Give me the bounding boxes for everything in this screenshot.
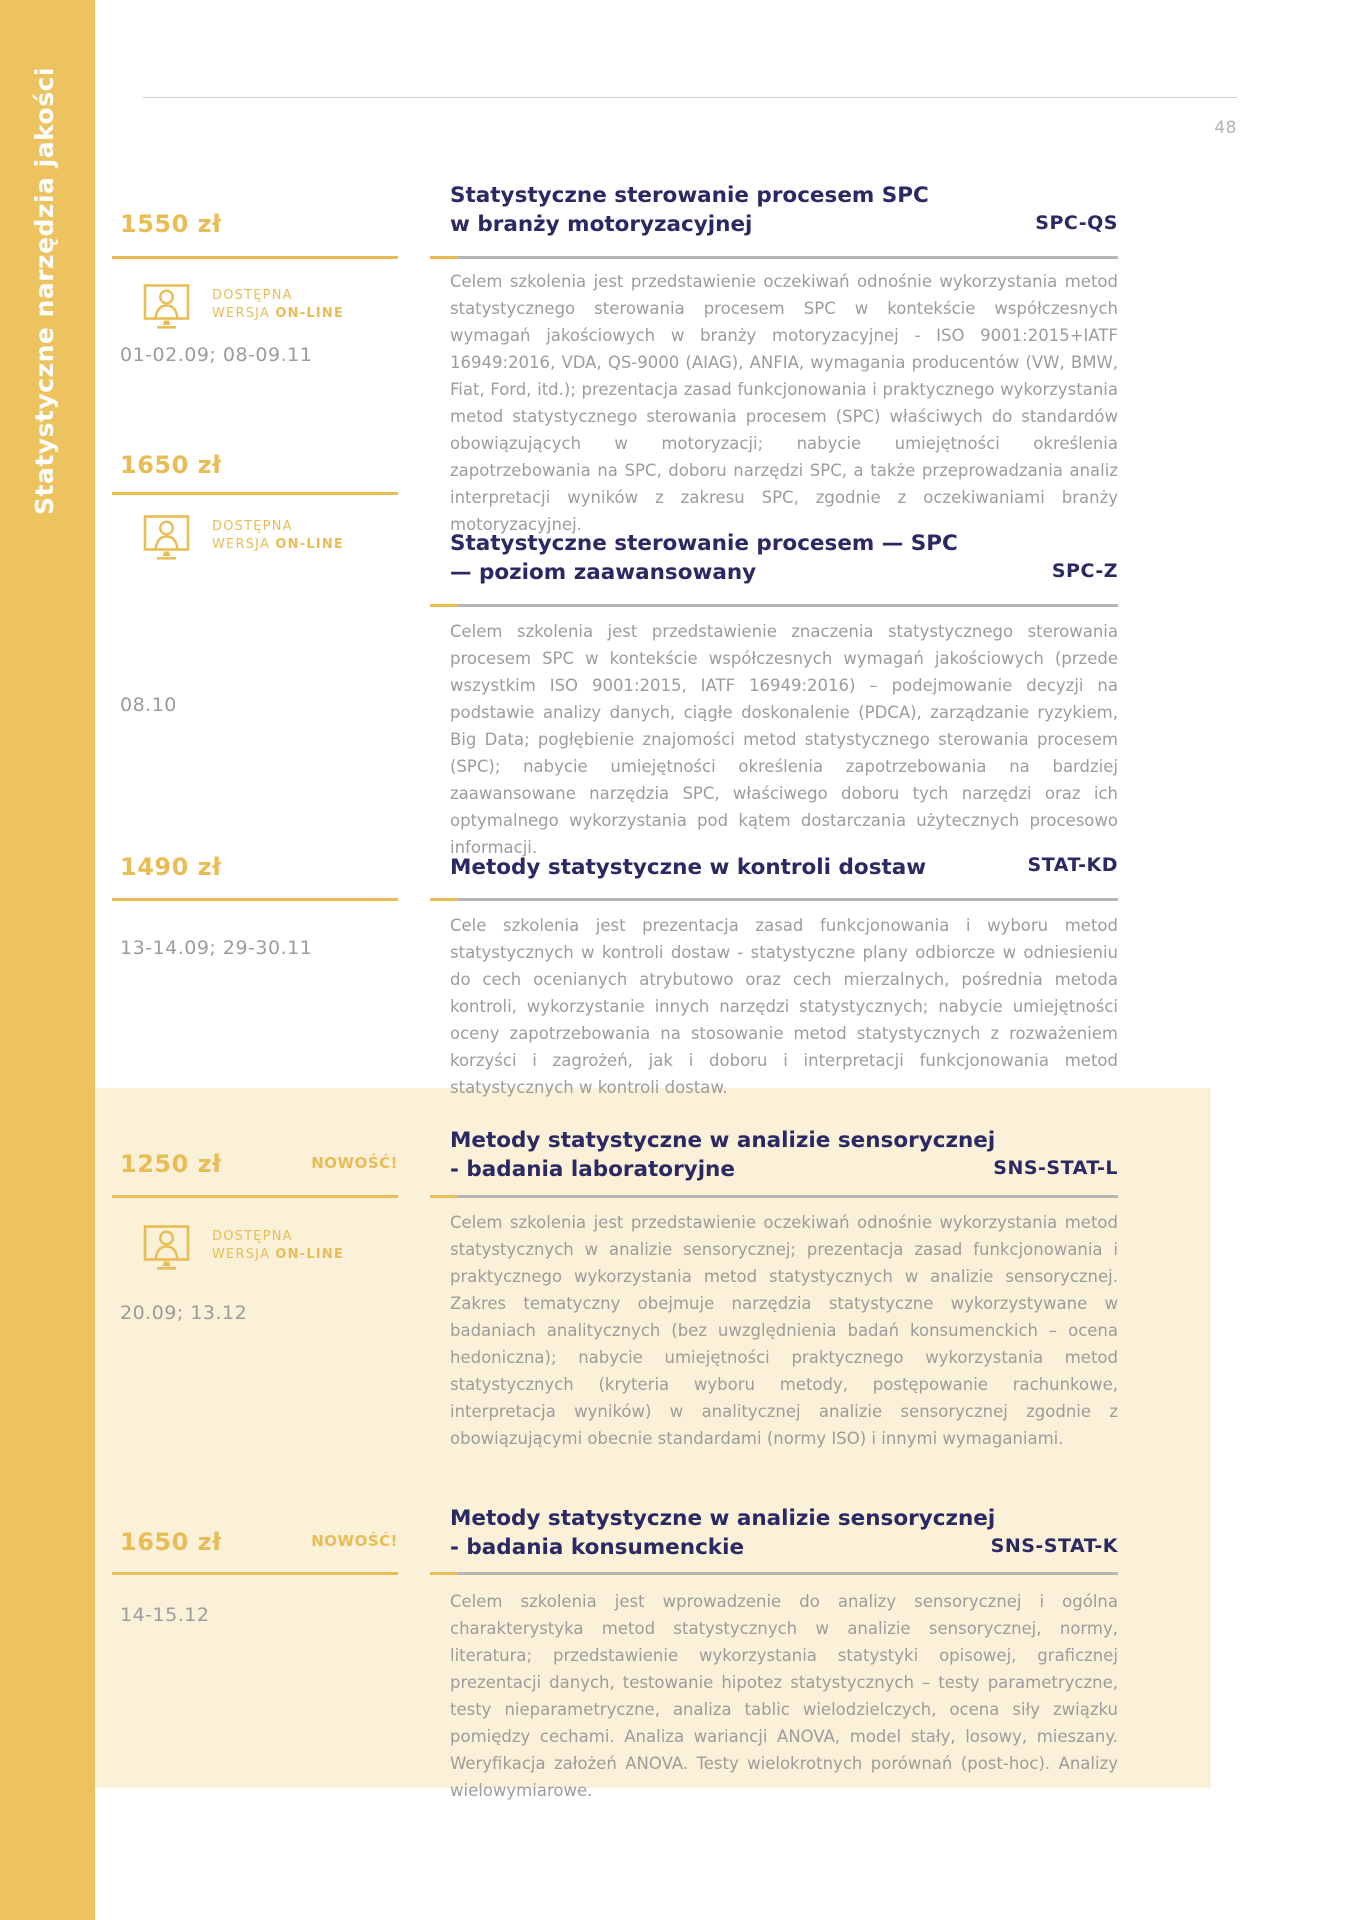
title-rule — [430, 604, 1118, 607]
course-description: Celem szkolenia jest przedstawienie oczekiwań odnośnie wykorzystania metod statystycznych w analizie sensorycznej; prezentacja zasad funkcjonowania i praktycznego wykorzystania metod statystycznych w analizie sensorycznej. Zakres tematyczny obejmuje narzędzia statystyczne wykorzystywane w badaniach analitycznych (bez uwzględnienia badań konsumenckich – ocena hedoniczna); nabycie umiejętności praktycznego wykorzystania metod statystycznych (kryteria wyboru metody, postępowanie rachunkowe, interpretacja wyników) w analitycznej analizie sensorycznej zgodnie z obowiązującymi obecnie standardami (normy ISO) i innymi wymaganiami. — [450, 1213, 1118, 1448]
title-rule — [430, 1195, 1118, 1198]
course-dates: 13-14.09; 29-30.11 — [120, 937, 313, 959]
online-availability — [143, 1224, 344, 1271]
online-availability — [143, 514, 344, 561]
course-title-line1: Statystyczne sterowanie procesem — SPC — [450, 531, 958, 556]
online-availability-label — [212, 1224, 344, 1264]
category-sideband — [0, 0, 95, 1920]
course-price: 1490 zł — [120, 853, 222, 881]
online-availability-label — [212, 514, 344, 554]
online-availability — [143, 283, 344, 330]
course-description: Celem szkolenia jest przedstawienie oczekiwań odnośnie wykorzystania metod statystycznego sterowania procesem SPC w kontekście współczesnych wymagań jakościowych w branży motoryzacyjnej - ISO 9001:2015+IATF 16949:2016, VDA, QS-9000 (AIAG), ANFIA, wymagania producentów (VW, BMW, Fiat, Ford, itd.); prezentacja zasad funkcjonowania i praktycznego wykorzystania metod statystycznego sterowania procesem (SPC) właściwych do standardów obowiązujących w motoryzacji; nabycie umiejętności określenia zapotrzebowania na SPC, doboru narzędzi SPC, a także przeprowadzania analiz interpretacji wyników z zakresu SPC, zgodnie z oczekiwaniami branży motoryzacyjnej. — [450, 272, 1118, 534]
course-title-line1: Statystyczne sterowanie procesem SPC — [450, 183, 929, 208]
header-rule — [143, 97, 1237, 98]
course-description: Celem szkolenia jest wprowadzenie do analizy sensorycznej i ogólna charakterystyka metod statystycznych w analizie sensorycznej, normy, literatura; przedstawienie wykorzystania statystyki opisowej, graficznej prezentacji danych, testowanie hipotez statystycznych – testy parametryczne, testy nieparametryczne, analiza tablic wielodzielczych, ocena siły związku pomiędzy cechami. Analiza wariancji ANOVA, model stały, losowy, mieszany. Weryfikacja założeń ANOVA. Testy wielokrotnych porównań (post-hoc). Analizy wielowymiarowe. — [450, 1592, 1118, 1800]
webinar-monitor-icon — [143, 514, 190, 561]
course-dates: 01-02.09; 08-09.11 — [120, 344, 313, 366]
price-underline — [112, 256, 398, 259]
course-title-line1: Metody statystyczne w analizie sensorycznej — [450, 1506, 996, 1531]
course-code: SNS-STAT-K — [990, 1535, 1118, 1557]
availability-online: ON-LINE — [275, 1247, 344, 1262]
course-dates: 08.10 — [120, 694, 177, 716]
course-dates: 14-15.12 — [120, 1604, 210, 1626]
course-price: 1650 zł — [120, 451, 222, 479]
availability-line1: DOSTĘPNA — [212, 1229, 293, 1244]
course-description: Celem szkolenia jest przedstawienie znaczenia statystycznego sterowania procesem SPC w kontekście współczesnych wymagań jakościowych (przede wszystkim ISO 9001:2015, IATF 16949:2016) – podejmowanie decyzji na podstawie analizy danych, ciągłe doskonalenie (PDCA), zarządzanie ryzykiem, Big Data; pogłębienie znajomości metod statystycznego sterowania procesem (SPC); nabycie umiejętności określenia zapotrzebowania na bardziej zaawansowane narzędzia SPC, właściwego doboru tych narzędzi oraz ich optymalnego wykorzystania pod kątem dostarczania użytecznych procesowo informacji. — [450, 622, 1118, 857]
course-dates: 20.09; 13.12 — [120, 1302, 248, 1324]
availability-line2: WERSJA — [212, 306, 276, 321]
new-badge: NOWOŚĆ! — [311, 1154, 398, 1172]
page-number: 48 — [1214, 118, 1237, 138]
course-code: STAT-KD — [1027, 854, 1118, 876]
course-price: 1250 zł — [120, 1150, 222, 1178]
availability-line1: DOSTĘPNA — [212, 519, 293, 534]
availability-online: ON-LINE — [275, 306, 344, 321]
availability-line2: WERSJA — [212, 537, 276, 552]
course-title-line1: Metody statystyczne w analizie sensorycznej — [450, 1128, 996, 1153]
course-title-line2: - badania laboratoryjne — [450, 1157, 735, 1182]
new-badge: NOWOŚĆ! — [311, 1532, 398, 1550]
price-underline — [112, 1195, 398, 1198]
course-code: SPC-Z — [1051, 560, 1118, 582]
category-label: Statystyczne narzędzia jakości — [30, 67, 59, 515]
title-rule — [430, 898, 1118, 901]
price-underline — [112, 492, 398, 495]
webinar-monitor-icon — [143, 283, 190, 330]
course-title-line1: Metody statystyczne w kontroli dostaw — [450, 855, 927, 880]
course-price: 1650 zł — [120, 1528, 222, 1556]
price-underline — [112, 898, 398, 901]
course-price: 1550 zł — [120, 210, 222, 238]
title-rule — [430, 256, 1118, 259]
availability-online: ON-LINE — [275, 537, 344, 552]
availability-line1: DOSTĘPNA — [212, 288, 293, 303]
course-title-line2: w branży motoryzacyjnej — [450, 212, 753, 237]
price-underline — [112, 1572, 398, 1575]
course-title-line2: — poziom zaawansowany — [450, 560, 757, 585]
course-code: SPC-QS — [1035, 212, 1118, 234]
title-rule — [430, 1572, 1118, 1575]
online-availability-label — [212, 283, 344, 323]
course-description: Cele szkolenia jest prezentacja zasad funkcjonowania i wyboru metod statystycznych w kontroli dostaw - statystyczne plany odbiorcze w odniesieniu do cech ocenianych atrybutowo oraz cech mierzalnych, pośrednia metoda kontroli, wykorzystanie innych narzędzi statystycznych; nabycie umiejętności oceny zapotrzebowania na stosowanie metod statystycznych z rozważeniem korzyści i zagrożeń, jak i doboru i interpretacji funkcjonowania metod statystycznych w kontroli dostaw. — [450, 916, 1118, 1097]
course-code: SNS-STAT-L — [993, 1157, 1118, 1179]
course-title-line2: - badania konsumenckie — [450, 1535, 745, 1560]
availability-line2: WERSJA — [212, 1247, 276, 1262]
webinar-monitor-icon — [143, 1224, 190, 1271]
